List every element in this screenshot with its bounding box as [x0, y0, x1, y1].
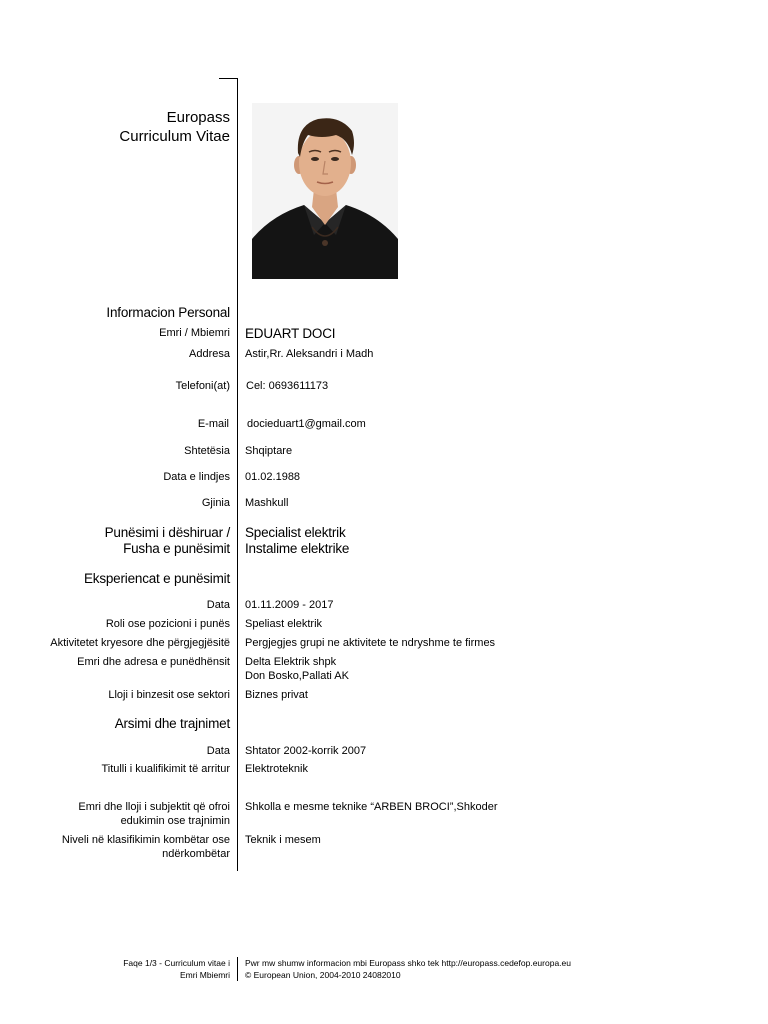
education-date-label: Data [206, 745, 230, 757]
qualification-label: Titulli i kualifikimit të arritur [101, 763, 230, 775]
address-value: Astir,Rr. Aleksandri i Madh [245, 348, 374, 360]
gender-value: Mashkull [245, 497, 289, 509]
employer-name: Delta Elektrik shpk [245, 656, 337, 668]
organisation-label-line1: Emri dhe lloji i subjektit që ofroi [78, 801, 230, 813]
organisation-label-line2: edukimin ose trajnimin [120, 815, 230, 827]
profile-photo [252, 103, 398, 279]
qualification-value: Elektroteknik [245, 763, 308, 775]
desired-label-line1: Punësimi i dëshiruar / [104, 525, 230, 540]
name-value: EDUART DOCI [245, 326, 336, 341]
person-portrait-icon [252, 103, 398, 279]
activities-value: Pergjegjes grupi ne aktivitete te ndryshme te firmes [245, 637, 496, 649]
footer-copyright: © European Union, 2004-2010 24082010 [245, 970, 401, 980]
desired-employment-value [245, 525, 349, 557]
experience-date-label: Data [206, 599, 230, 611]
section-work-experience: Eksperiencat e punësimit [83, 571, 230, 586]
gender-label: Gjinia [201, 497, 230, 509]
email-value[interactable]: docieduart1@gmail.com [247, 418, 366, 430]
vertical-divider [237, 78, 238, 871]
phone-label: Telefoni(at) [175, 380, 230, 392]
divider-top-tick [219, 78, 238, 79]
footer-europass-link[interactable]: Pwr mw shumw informacion mbi Europass shko tek http://europass.cedefop.europa.eu [245, 958, 571, 968]
birthdate-label: Data e lindjes [163, 471, 230, 483]
desired-value-line2: Instalime elektrike [245, 541, 350, 556]
name-label: Emri / Mbiemri [159, 327, 230, 339]
phone-value: Cel: 0693611173 [246, 380, 329, 392]
birthdate-value: 01.02.1988 [245, 471, 301, 483]
address-label: Addresa [189, 348, 230, 360]
sector-value: Biznes privat [245, 689, 308, 701]
desired-value-line1: Specialist elektrik [245, 525, 346, 540]
experience-date-value: 01.11.2009 - 2017 [245, 599, 334, 611]
footer-europass-info [245, 957, 571, 981]
title-curriculum-vitae: Curriculum Vitae [119, 128, 230, 145]
organisation-label [78, 800, 230, 828]
section-education: Arsimi dhe trajnimet [114, 716, 230, 731]
footer-divider [237, 957, 238, 981]
organisation-value: Shkolla e mesme teknike “ARBEN BROCI”,Shkoder [245, 801, 498, 813]
employer-value [245, 655, 349, 683]
sector-label: Lloji i binzesit ose sektori [108, 689, 230, 701]
nationality-label: Shtetësia [184, 445, 230, 457]
footer-page-line2: Emri Mbiemri [179, 970, 230, 980]
email-label: E-mail [197, 418, 229, 430]
desired-employment-label [105, 525, 230, 557]
document-title [119, 108, 230, 146]
employer-label: Emri dhe adresa e punëdhënsit [77, 656, 230, 668]
activities-label: Aktivitetet kryesore dhe përgjegjësitë [50, 637, 230, 649]
role-label: Roli ose pozicioni i punës [105, 618, 230, 630]
nationality-value: Shqiptare [245, 445, 293, 457]
footer-page-info [123, 957, 230, 981]
footer-page-line1: Faqe 1/3 - Curriculum vitae i [123, 958, 230, 968]
level-label [62, 833, 230, 861]
level-value: Teknik i mesem [245, 834, 321, 846]
title-europass: Europass [166, 109, 230, 126]
desired-label-line2: Fusha e punësimit [123, 541, 230, 556]
section-personal-info: Informacion Personal [106, 305, 230, 320]
level-label-line1: Niveli në klasifikimin kombëtar ose [61, 834, 230, 846]
role-value: Speliast elektrik [245, 618, 323, 630]
level-label-line2: ndërkombëtar [162, 848, 230, 860]
education-date-value: Shtator 2002-korrik 2007 [245, 745, 367, 757]
employer-address: Don Bosko,Pallati AK [245, 670, 349, 682]
